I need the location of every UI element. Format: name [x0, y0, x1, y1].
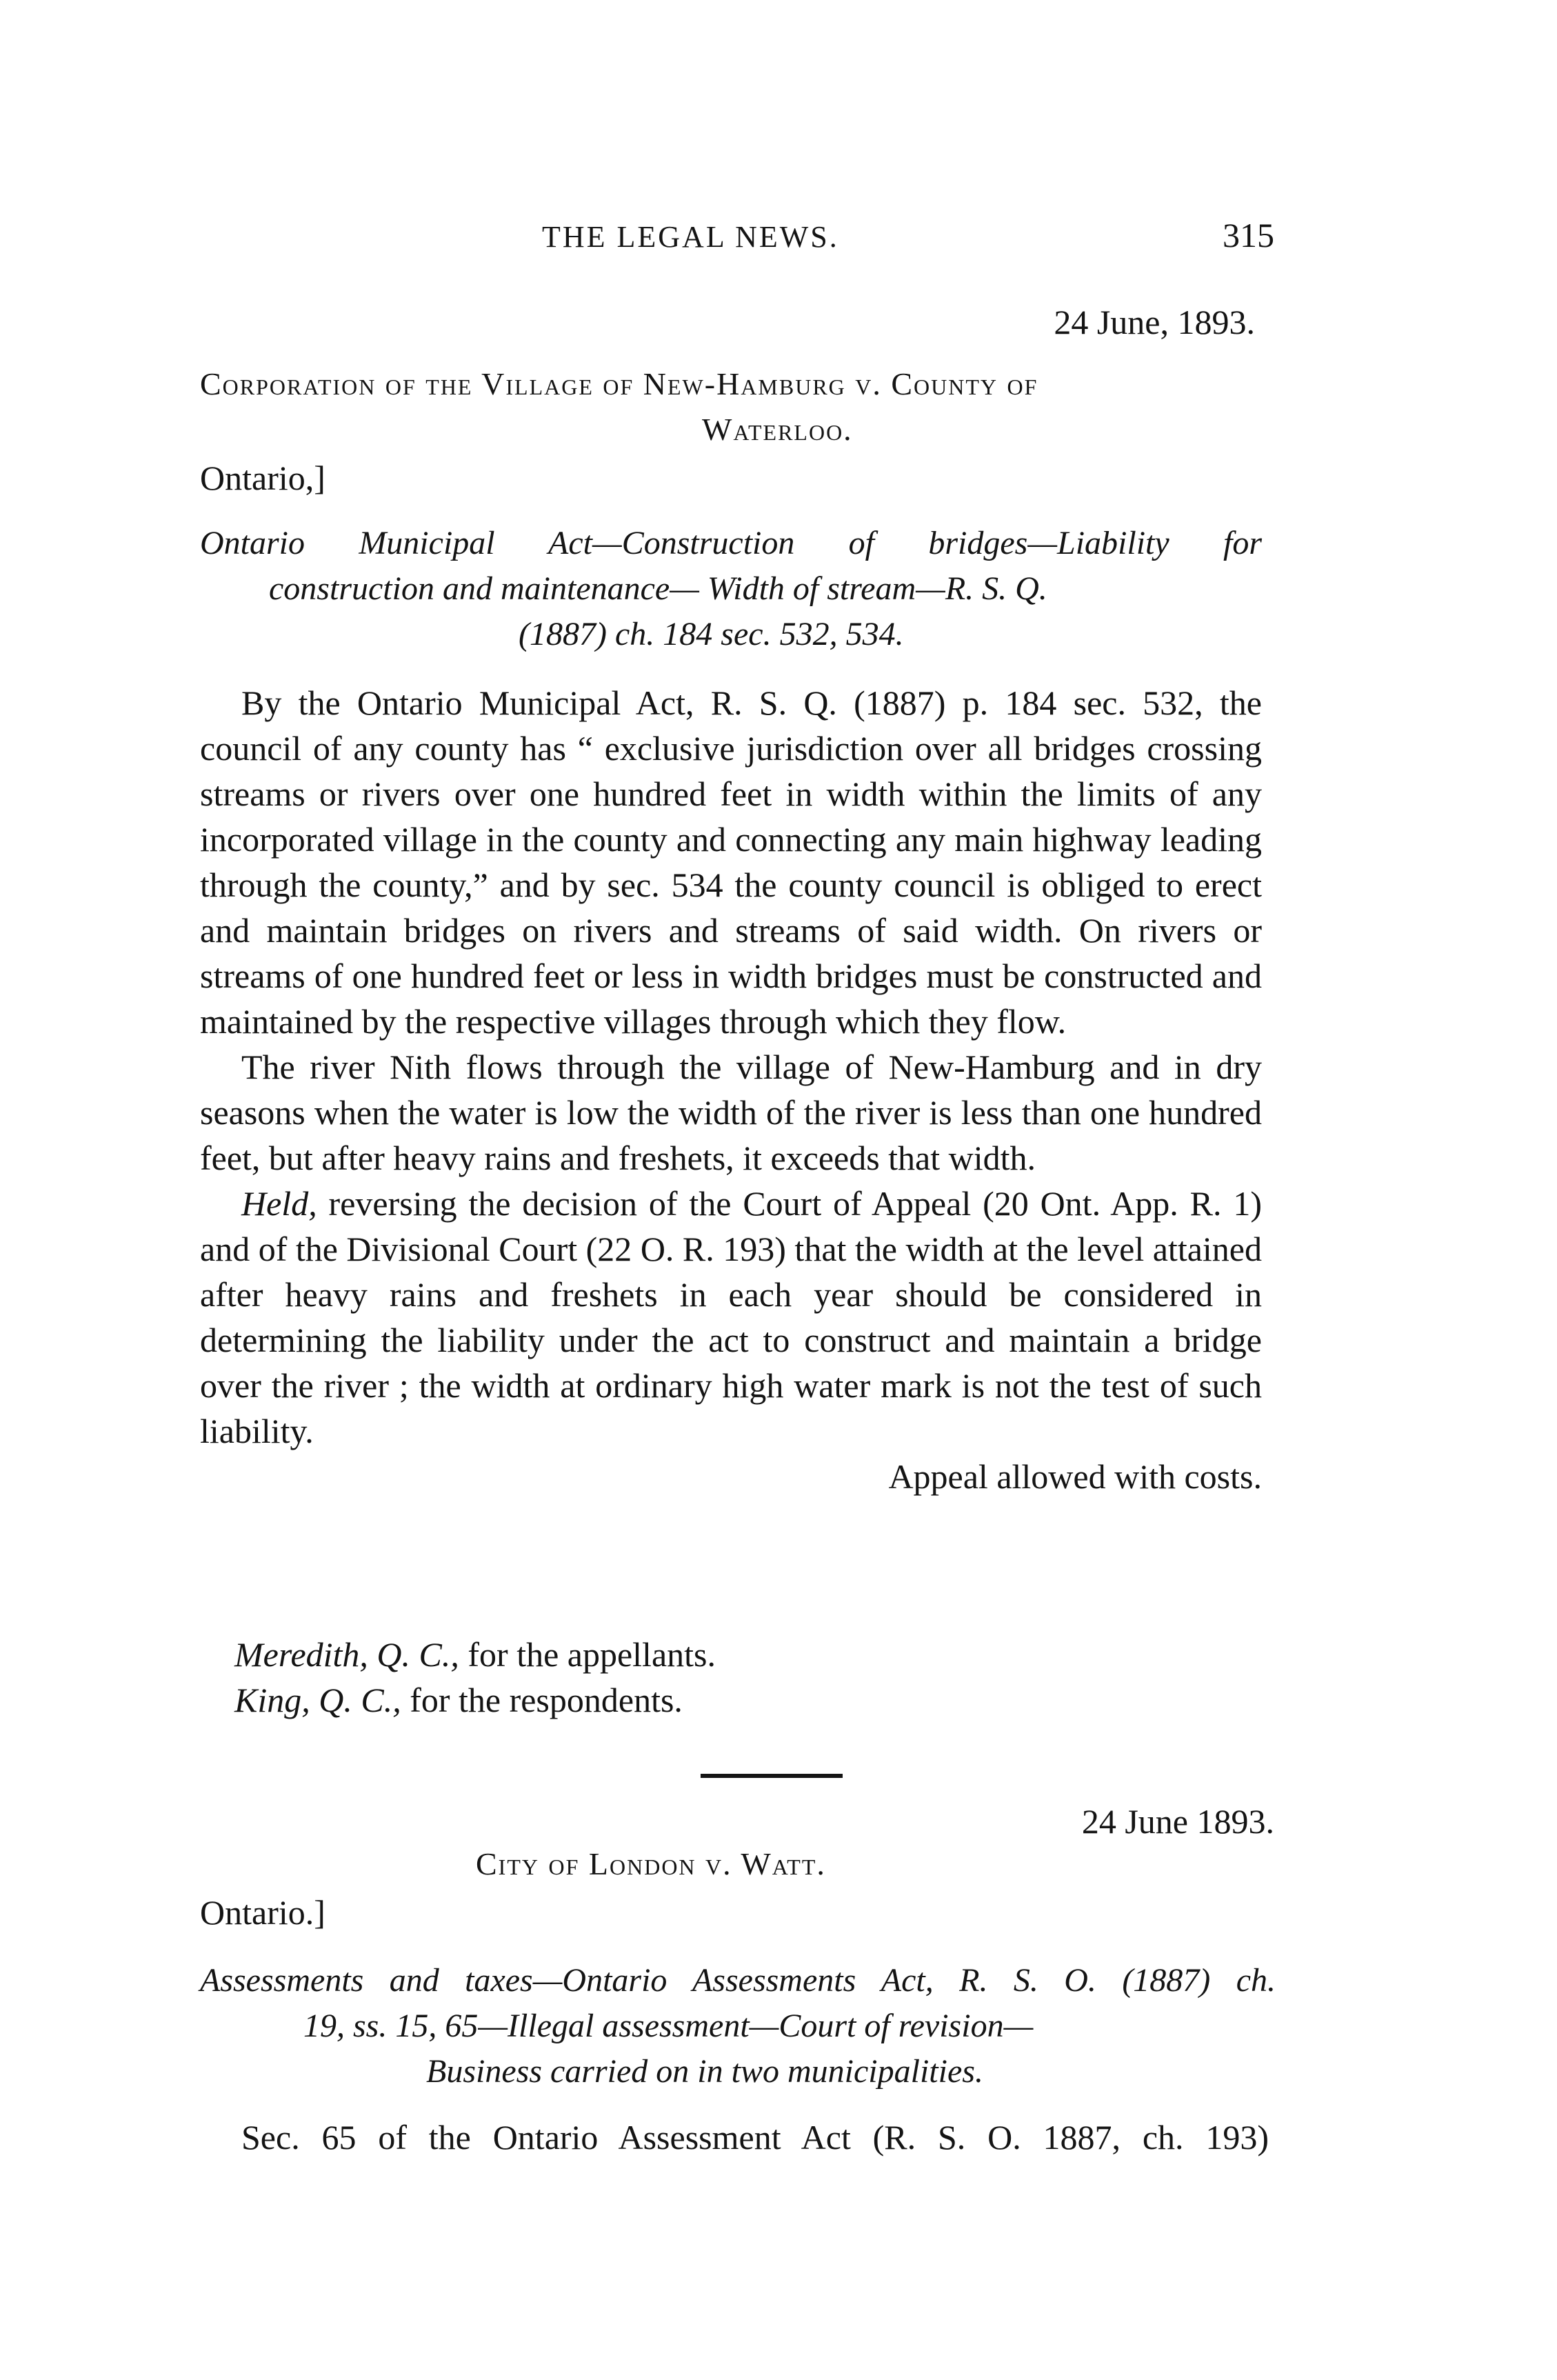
headnote-line: 19, ss. 15, 65—Illegal assessment—Court of revision—	[303, 2008, 1034, 2044]
case-caption: City of London v. Watt.	[476, 1846, 826, 1881]
case-body	[200, 680, 1262, 1499]
counsel-role: for the appellants.	[459, 1635, 716, 1674]
counsel-name: Meredith, Q. C.,	[234, 1635, 459, 1674]
page-number: 315	[1223, 216, 1274, 254]
section-divider	[701, 1774, 843, 1778]
case-date: 24 June 1893.	[1081, 1802, 1274, 1841]
headnote-line: (1887) ch. 184 sec. 532, 534.	[519, 616, 904, 652]
case-caption-continued: Waterloo.	[702, 412, 853, 447]
journal-title: THE LEGAL NEWS.	[542, 220, 839, 254]
counsel-line	[234, 1632, 716, 1677]
paragraph: Sec. 65 of the Ontario Assessment Act (R. S. O. 1887, ch. 193)	[241, 2118, 1269, 2157]
held-text: reversing the decision of the Court of Appeal (20 Ont. App. R. 1) and of the Divisional Court (22 O. R. 193) that the width at the level attained after heavy rains and freshets in each year should be considered in determining the liability under the act to construct and maintain a bridge over the river ; the width at ordinary high water mark is not the test of such liability.	[200, 1184, 1262, 1450]
paragraph	[200, 1181, 1262, 1454]
headnote-line: Ontario Municipal Act—Construction of bridges—Liability for	[200, 525, 1262, 561]
court-label: Ontario,]	[200, 459, 325, 497]
held-label: Held,	[241, 1184, 317, 1223]
headnote-line: construction and maintenance— Width of stream—R. S. Q.	[269, 570, 1047, 607]
headnote-line: Assessments and taxes—Ontario Assessments Act, R. S. O. (1887) ch.	[200, 1962, 1276, 1999]
counsel-role: for the respondents.	[401, 1681, 683, 1719]
case-date: 24 June, 1893.	[1054, 303, 1255, 341]
case-caption: Corporation of the Village of New-Hamburg v. County of	[200, 366, 1038, 401]
counsel-name: King, Q. C.,	[234, 1681, 401, 1719]
paragraph: By the Ontario Municipal Act, R. S. Q. (1887) p. 184 sec. 532, the council of any county has “ exclusive jurisdiction over all bridges crossing streams or rivers over one hundred feet in width within the limits of any incorporated village in the county and connecting any main highway leading through the county,” and by sec. 534 the county council is obliged to erect and maintain bridges on rivers and streams of said width. On rivers or streams of one hundred feet or less in width bridges must be constructed and maintained by the respective villages through which they flow.	[200, 683, 1262, 1041]
disposition: Appeal allowed with costs.	[888, 1457, 1262, 1496]
court-label: Ontario.]	[200, 1893, 325, 1932]
counsel-line	[234, 1677, 683, 1723]
headnote-line: Business carried on in two municipalities.	[426, 2053, 983, 2090]
paragraph: The river Nith flows through the village of New-Hamburg and in dry seasons when the water is low the width of the river is less than one hundred feet, but after heavy rains and freshets, it exceeds that width.	[200, 1048, 1262, 1177]
